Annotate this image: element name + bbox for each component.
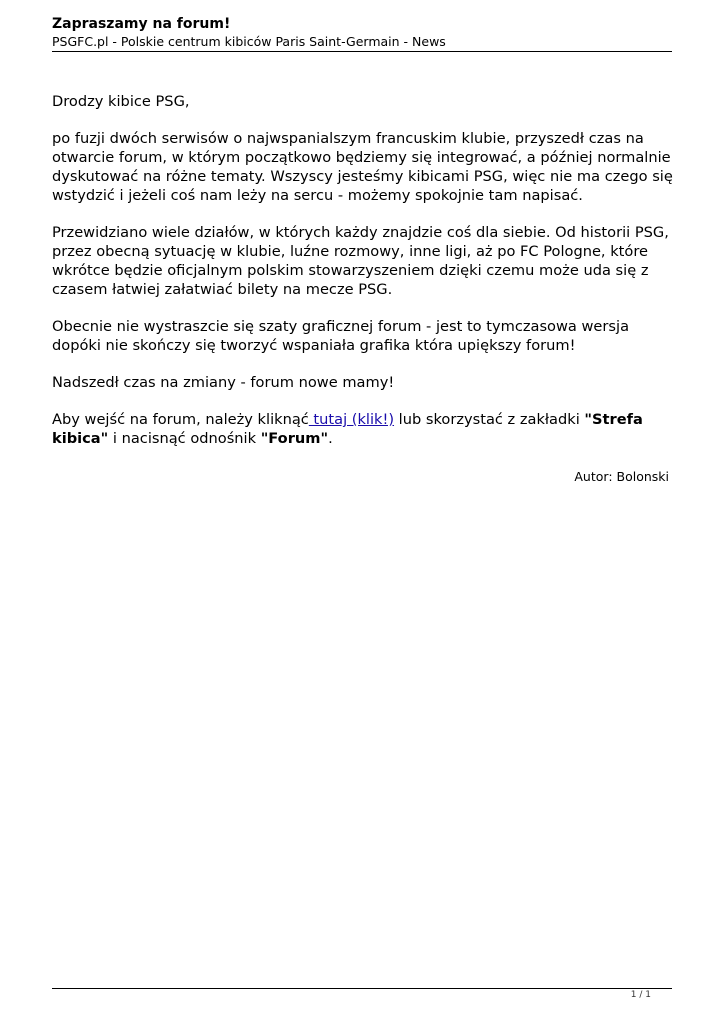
page-number: 1 / 1 [630,990,651,1000]
greeting: Drodzy kibice PSG, [52,93,190,110]
paragraph-4: Nadszedł czas na zmiany - forum nowe mamy! [52,374,395,391]
header-divider [52,51,672,52]
paragraph-2: Przewidziano wiele działów, w których każdy znajdzie coś dla siebie. Od historii PSG, przez obecną sytuację w klubie, luźne rozmowy, inne ligi, aż po FC Pologne, które wkrótce będzie oficjalnym polskim stowarzyszeniem dzięki czemu może uda się z czasem łatwiej załatwiać bilety na mecze PSG. [52,224,669,298]
paragraph-3: Obecnie nie wystraszcie się szaty graficznej forum - jest to tymczasowa wersja dopóki nie skończy się tworzyć wspaniała grafika która upiększy forum! [52,318,630,354]
forum-link[interactable]: tutaj (klik!) [308,411,395,428]
paragraph-1: po fuzji dwóch serwisów o najwspanialszym francuskim klubie, przyszedł czas na otwarcie forum, w którym początkowo będziemy się integrować, a później normalnie dyskutować na różne tematy. Wszyscy jesteśmy kibicami PSG, więc nie ma czego się wstydzić i jeżeli coś nam leży na sercu - możemy spokojnie tam napisać. [52,130,673,204]
site-subtitle: PSGFC.pl - Polskie centrum kibiców Paris Saint-Germain - News [52,34,446,49]
p5-after-link: lub skorzystać z zakładki [394,411,585,428]
page-header [52,16,672,50]
forum-label: "Forum" [260,430,329,447]
author-credit: Autor: Bolonski [574,469,669,484]
paragraph-5 [52,410,677,448]
p5-before-link: Aby wejść na forum, należy kliknąć [52,411,309,428]
strefa-kibica-label: "Strefa kibica" [52,411,643,447]
article-body [52,92,677,466]
article-title: Zapraszamy na forum! [52,16,231,32]
p5-middle: i nacisnąć odnośnik [108,430,261,447]
footer-divider [52,988,672,989]
p5-end: . [328,430,333,447]
